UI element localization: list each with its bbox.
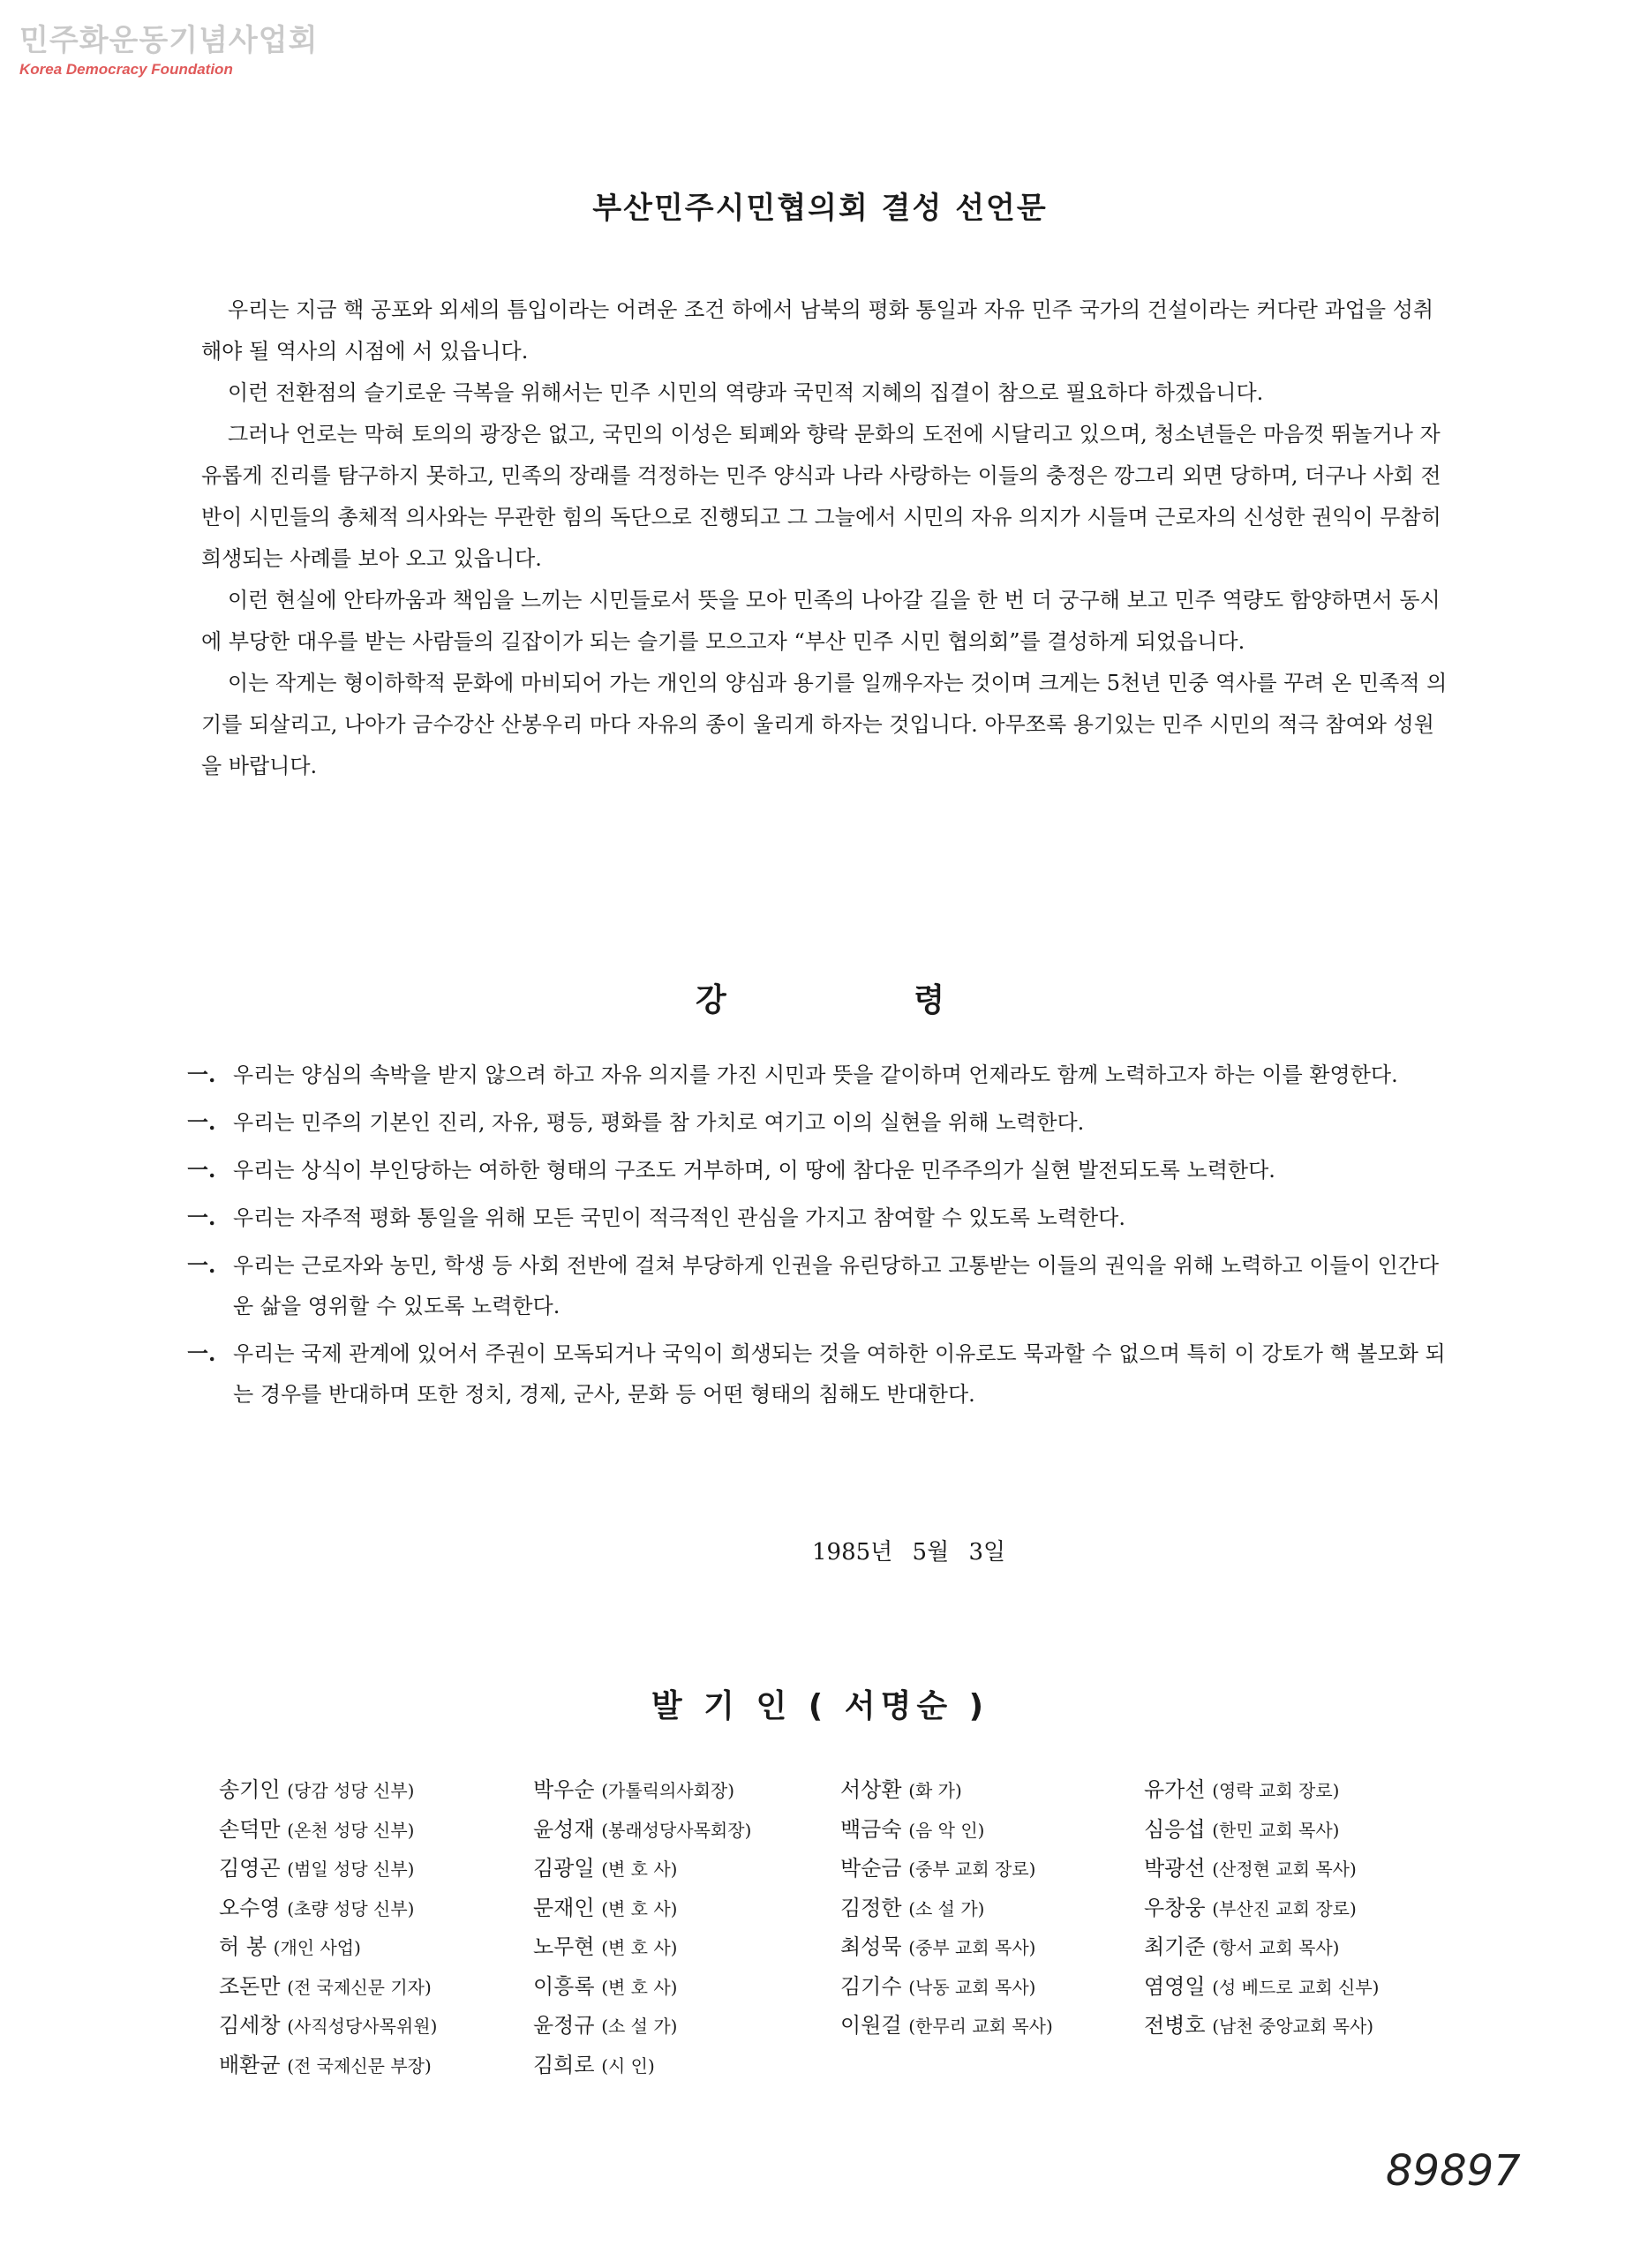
signer-name: 손덕만 [219, 1816, 281, 1842]
signer-entry [533, 2047, 840, 2087]
principle-item [187, 1198, 1449, 1238]
signer-affiliation: (산정현 교회 목사) [1212, 1859, 1357, 1880]
signer-name: 최성묵 [840, 1934, 902, 1959]
principle-item [187, 1333, 1449, 1415]
signer-name: 이원걸 [840, 2013, 902, 2038]
signer-name: 김희로 [533, 2052, 595, 2077]
signer-affiliation: (소 설 가) [601, 2016, 678, 2037]
signer-entry [533, 1851, 840, 1890]
bullet-mark: 一. [187, 1252, 216, 1278]
bullet-mark: 一. [187, 1157, 216, 1183]
signer-entry [1144, 1969, 1455, 2009]
preamble-paragraph: 이는 작게는 형이하학적 문화에 마비되어 가는 개인의 양심과 용기를 일깨우자는 것이며 크게는 5천년 민중 역사를 꾸려 온 민족적 의기를 되살리고, 나아가 금수강산 산봉우리 마다 자유의 종이 울리게 하자는 것입니다. 아무쪼록 용기있는 민주 시민의 적극 참여와 성원을 바랍니다. [201, 671, 1448, 778]
signer-name: 송기인 [219, 1777, 281, 1802]
principle-item [187, 1102, 1449, 1143]
principles-list [187, 1055, 1449, 1422]
signer-entry [840, 1851, 1144, 1890]
bullet-mark: 一. [187, 1341, 216, 1366]
signer-entry [1144, 1772, 1455, 1812]
signer-entry [219, 1812, 533, 1851]
signer-entry [219, 2008, 533, 2047]
signer-affiliation: (전 국제신문 부장) [287, 2054, 432, 2076]
signer-entry [840, 1929, 1144, 1969]
signer-entry [840, 2008, 1144, 2047]
signer-entry [840, 1890, 1144, 1930]
signer-name: 배환균 [219, 2052, 281, 2077]
principle-text: 우리는 국제 관계에 있어서 주권이 모독되거나 국익이 희생되는 것을 여하한 이유로도 묵과할 수 없으며 특히 이 강토가 핵 볼모화 되는 경우를 반대하며 또한 정치, 경제, 군사, 문화 등 어떤 형태의 침해도 반대한다. [233, 1341, 1446, 1407]
signer-name: 김세창 [219, 2013, 281, 2038]
signer-name: 문재인 [533, 1895, 595, 1920]
document-title: 부산민주시민협의회 결성 선언문 [592, 191, 1048, 226]
signer-affiliation: (음 악 인) [908, 1819, 985, 1841]
declaration-date: 1985년 5월 3일 [812, 1539, 1006, 1566]
signer-affiliation: (화 가) [908, 1780, 962, 1801]
signer-name: 김정한 [840, 1895, 902, 1920]
signer-affiliation: (봉래성당사목회장) [601, 1819, 752, 1841]
signer-affiliation: (가톨릭의사회장) [601, 1780, 735, 1801]
watermark-korean: 민주화운동기념사업회 [19, 23, 319, 58]
preamble-paragraph: 그러나 언로는 막혀 토의의 광장은 없고, 국민의 이성은 퇴폐와 향락 문화의 도전에 시달리고 있으며, 청소년들은 마음껏 뛰놀거나 자유롭게 진리를 탐구하지 못하고, 민족의 장래를 걱정하는 민주 양식과 나라 사랑하는 이들의 충정은 깡그리 외면 당하며, 더구나 사회 전반이 시민들의 총체적 의사와는 무관한 힘의 독단으로 진행되고 그 그늘에서 시민의 자유 의지가 시들며 근로자의 신성한 권익이 무참히 희생되는 사례를 보아 오고 있읍니다. [201, 422, 1441, 571]
handwritten-document-number: 89897 [1386, 2146, 1521, 2196]
signer-affiliation: (사직성당사목위원) [287, 2016, 438, 2037]
signer-name: 이흥록 [533, 1973, 595, 1999]
signer-entry [533, 1772, 840, 1812]
signer-entry [533, 1929, 840, 1969]
signer-affiliation: (온천 성당 신부) [287, 1819, 415, 1841]
signer-name: 전병호 [1144, 2013, 1206, 2038]
signer-name: 유가선 [1144, 1777, 1206, 1802]
signer-name: 백금숙 [840, 1816, 902, 1842]
signer-affiliation: (소 설 가) [908, 1897, 985, 1919]
principle-item [187, 1245, 1449, 1326]
signer-entry [533, 1969, 840, 2009]
principle-item [187, 1055, 1449, 1095]
signer-affiliation: (변 호 사) [601, 1859, 678, 1880]
signers-grid [219, 1772, 1455, 2086]
signer-affiliation: (부산진 교회 장로) [1212, 1897, 1357, 1919]
signer-affiliation: (변 호 사) [601, 1897, 678, 1919]
signer-entry [219, 2047, 533, 2087]
signer-name: 노무현 [533, 1934, 595, 1959]
signer-name: 윤성재 [533, 1816, 595, 1842]
preamble-paragraph: 이런 현실에 안타까움과 책임을 느끼는 시민들로서 뜻을 모아 민족의 나아갈 길을 한 번 더 궁구해 보고 민주 역량도 함양하면서 동시에 부당한 대우를 받는 사람들의 길잡이가 되는 슬기를 모으고자 “부산 민주 시민 협의회”를 결성하게 되었읍니다. [201, 588, 1441, 654]
signer-name: 염영일 [1144, 1973, 1206, 1999]
principle-text: 우리는 상식이 부인당하는 여하한 형태의 구조도 거부하며, 이 땅에 참다운 민주주의가 실현 발전되도록 노력한다. [233, 1158, 1275, 1183]
signer-name: 허 봉 [219, 1934, 267, 1959]
signer-entry [219, 1929, 533, 1969]
signer-entry [219, 1851, 533, 1890]
signer-affiliation: (범일 성당 신부) [287, 1859, 415, 1880]
foundation-watermark [19, 16, 318, 79]
signer-name: 김기수 [840, 1973, 902, 1999]
signer-name: 박순금 [840, 1856, 902, 1881]
signer-entry [1144, 1812, 1455, 1851]
signer-affiliation: (전 국제신문 기자) [287, 1976, 432, 1998]
signer-name: 서상환 [840, 1777, 902, 1802]
signer-entry [533, 1812, 840, 1851]
signer-entry [219, 1772, 533, 1812]
signer-entry [840, 1969, 1144, 2009]
bullet-mark: 一. [187, 1205, 216, 1230]
signer-name: 박광선 [1144, 1856, 1206, 1881]
signer-name: 김광일 [533, 1856, 595, 1881]
signer-affiliation: (남천 중앙교회 목사) [1212, 2016, 1374, 2037]
preamble-paragraph: 우리는 지금 핵 공포와 외세의 틈입이라는 어려운 조건 하에서 남북의 평화 통일과 자유 민주 국가의 건설이라는 커다란 과업을 성취해야 될 역사의 시점에 서 있읍니다. [201, 297, 1434, 364]
signer-entry [1144, 1890, 1455, 1930]
signer-affiliation: (항서 교회 목사) [1212, 1937, 1340, 1958]
signer-affiliation: (개인 사업) [273, 1937, 361, 1958]
signer-affiliation: (중부 교회 장로) [908, 1859, 1036, 1880]
principle-item [187, 1150, 1449, 1190]
bullet-mark: 一. [187, 1109, 216, 1135]
signer-name: 윤정규 [533, 2013, 595, 2038]
signer-entry [1144, 2008, 1455, 2047]
signer-name: 박우순 [533, 1777, 595, 1802]
signer-name: 오수영 [219, 1895, 281, 1920]
signer-entry [533, 1890, 840, 1930]
signer-affiliation: (시 인) [601, 2054, 655, 2076]
bullet-mark: 一. [187, 1062, 216, 1087]
signer-name: 최기준 [1144, 1934, 1206, 1959]
signer-entry [533, 2008, 840, 2047]
signer-entry [219, 1890, 533, 1930]
signer-entry [219, 1969, 533, 2009]
signer-affiliation: (초량 성당 신부) [287, 1897, 415, 1919]
principle-text: 우리는 근로자와 농민, 학생 등 사회 전반에 걸쳐 부당하게 인권을 유린당하고 고통받는 이들의 권익을 위해 노력하고 이들이 인간다운 삶을 영위할 수 있도록 노력한다. [233, 1253, 1440, 1318]
signer-entry [840, 1812, 1144, 1851]
principle-text: 우리는 양심의 속박을 받지 않으려 하고 자유 의지를 가진 시민과 뜻을 같이하며 언제라도 함께 노력하고자 하는 이를 환영한다. [233, 1063, 1398, 1087]
signer-name: 심응섭 [1144, 1816, 1206, 1842]
preamble-paragraph: 이런 전환점의 슬기로운 극복을 위해서는 민주 시민의 역량과 국민적 지혜의 집결이 참으로 필요하다 하겠읍니다. [228, 380, 1264, 405]
signer-affiliation: (성 베드로 교회 신부) [1212, 1976, 1380, 1998]
signer-name: 김영곤 [219, 1856, 281, 1881]
principles-heading: 강 령 [695, 982, 945, 1018]
signer-affiliation: (변 호 사) [601, 1937, 678, 1958]
signer-affiliation: (당감 성당 신부) [287, 1780, 415, 1801]
signer-name: 조돈만 [219, 1973, 281, 1999]
principle-text: 우리는 자주적 평화 통일을 위해 모든 국민이 적극적인 관심을 가지고 참여할 수 있도록 노력한다. [233, 1205, 1125, 1230]
preamble [201, 289, 1448, 787]
signer-affiliation: (중부 교회 목사) [908, 1937, 1036, 1958]
signer-affiliation: (한민 교회 목사) [1212, 1819, 1340, 1841]
signer-affiliation: (변 호 사) [601, 1976, 678, 1998]
signer-entry [1144, 1929, 1455, 1969]
signer-name: 우창웅 [1144, 1895, 1206, 1920]
signer-entry [840, 1772, 1144, 1812]
signer-affiliation: (한무리 교회 목사) [908, 2016, 1053, 2037]
signer-entry [1144, 1851, 1455, 1890]
signer-affiliation: (낙동 교회 목사) [908, 1976, 1036, 1998]
watermark-english: Korea Democracy Foundation [19, 61, 233, 78]
signer-affiliation: (영락 교회 장로) [1212, 1780, 1340, 1801]
signers-heading: 발 기 인 ( 서명순 ) [651, 1688, 989, 1724]
principle-text: 우리는 민주의 기본인 진리, 자유, 평등, 평화를 참 가치로 여기고 이의 실현을 위해 노력한다. [233, 1110, 1085, 1135]
